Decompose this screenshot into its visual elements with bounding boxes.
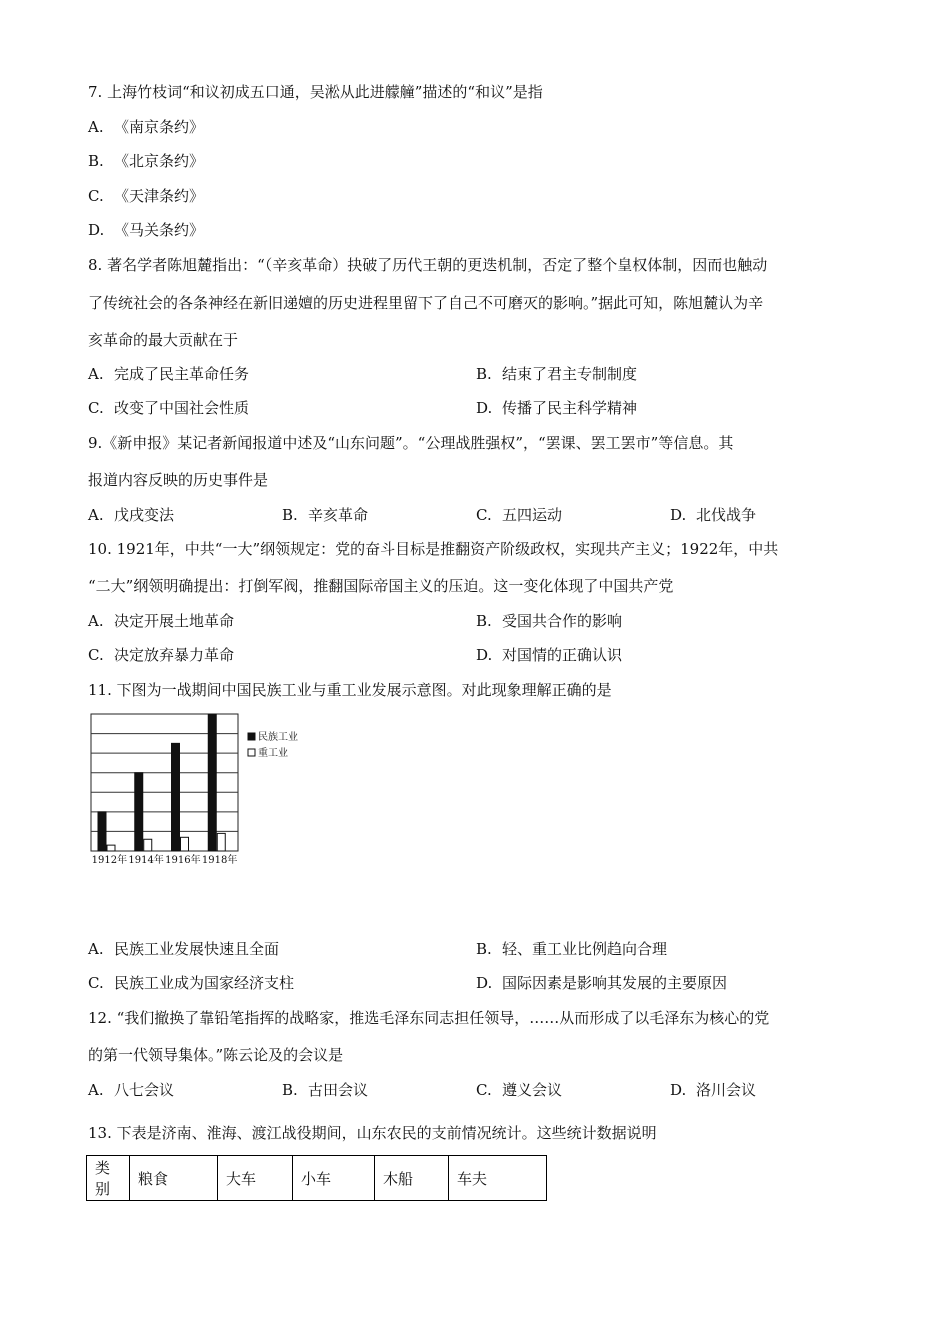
q11-chart-svg bbox=[88, 712, 318, 872]
q11-option-a[interactable]: A. 民族工业发展快速且全面 bbox=[88, 940, 280, 958]
bar-national-industry bbox=[98, 812, 106, 851]
table-header-cell: 大车 bbox=[218, 1156, 293, 1201]
q7-option-c[interactable]: C. 《天津条约》 bbox=[88, 187, 205, 205]
x-tick-label: 1912年 bbox=[91, 855, 128, 866]
q12-option-c[interactable]: C. 遵义会议 bbox=[476, 1081, 563, 1099]
bar-heavy-industry bbox=[107, 845, 115, 851]
bar-heavy-industry bbox=[144, 839, 152, 851]
q11-stem: 11. 下图为一战期间中国民族工业与重工业发展示意图。对此现象理解正确的是 bbox=[88, 681, 612, 699]
q8-option-b[interactable]: B. 结束了君主专制制度 bbox=[476, 365, 638, 383]
bar-national-industry bbox=[172, 743, 180, 851]
q10-option-d[interactable]: D. 对国情的正确认识 bbox=[476, 646, 623, 664]
q11-option-c[interactable]: C. 民族工业成为国家经济支柱 bbox=[88, 974, 295, 992]
q8-stem-line-2: 了传统社会的各条神经在新旧递嬗的历史进程里留下了自己不可磨灭的影响。”据此可知，陈旭麓认为辛 bbox=[88, 294, 764, 312]
chart-bars bbox=[98, 714, 225, 851]
q9-stem-line-2: 报道内容反映的历史事件是 bbox=[88, 471, 269, 489]
q8-stem-line-1: 8. 著名学者陈旭麓指出：“（辛亥革命）抉破了历代王朝的更迭机制，否定了整个皇权体制，因而也触动 bbox=[88, 256, 768, 274]
q8-option-a[interactable]: A. 完成了民主革命任务 bbox=[88, 365, 250, 383]
bar-national-industry bbox=[208, 714, 216, 851]
q7-stem: 7. 上海竹枝词“和议初成五口通，吴淞从此进艨艟”描述的“和议”是指 bbox=[88, 83, 543, 101]
bar-national-industry bbox=[135, 773, 143, 851]
x-tick-label: 1916年 bbox=[165, 855, 201, 866]
q10-option-c[interactable]: C. 决定放弃暴力革命 bbox=[88, 646, 235, 664]
q13-stem: 13. 下表是济南、淮海、渡江战役期间，山东农民的支前情况统计。这些统计数据说明 bbox=[88, 1124, 657, 1142]
q8-option-d[interactable]: D. 传播了民主科学精神 bbox=[476, 399, 638, 417]
table-header-cell: 车夫 bbox=[449, 1156, 547, 1201]
legend-swatch bbox=[248, 733, 255, 740]
table-header-cell: 类别 bbox=[87, 1156, 130, 1201]
q10-option-b[interactable]: B. 受国共合作的影响 bbox=[476, 612, 623, 630]
q9-option-d[interactable]: D. 北伐战争 bbox=[670, 506, 757, 524]
chart-x-ticks bbox=[92, 853, 238, 866]
q9-stem-line-1: 9.《新申报》某记者新闻报道中述及“山东问题”。“公理战胜强权”，“罢课、罢工罢市”等信息。其 bbox=[88, 434, 734, 452]
table-header-cell: 木船 bbox=[375, 1156, 449, 1201]
q12-stem-line-2: 的第一代领导集体。”陈云论及的会议是 bbox=[88, 1046, 344, 1064]
q12-stem-line-1: 12. “我们撤换了靠铅笔指挥的战略家，推选毛泽东同志担任领导，……从而形成了以毛泽东为核心的党 bbox=[88, 1009, 770, 1027]
q10-option-a[interactable]: A. 决定开展土地革命 bbox=[88, 612, 235, 630]
q9-option-c[interactable]: C. 五四运动 bbox=[476, 506, 563, 524]
x-tick-label: 1918年 bbox=[201, 855, 238, 866]
q8-stem-line-3: 亥革命的最大贡献在于 bbox=[88, 331, 239, 349]
legend-label: 重工业 bbox=[258, 748, 288, 759]
q12-option-d[interactable]: D. 洛川会议 bbox=[670, 1081, 757, 1099]
q7-option-b[interactable]: B. 《北京条约》 bbox=[88, 152, 205, 170]
q7-option-a[interactable]: A. 《南京条约》 bbox=[88, 118, 205, 136]
table-header-cell: 粮食 bbox=[130, 1156, 218, 1201]
table-row bbox=[87, 1156, 547, 1201]
bar-heavy-industry bbox=[181, 837, 189, 851]
x-tick-label: 1914年 bbox=[128, 855, 164, 866]
q11-option-d[interactable]: D. 国际因素是影响其发展的主要原因 bbox=[476, 974, 728, 992]
q11-bar-chart bbox=[88, 712, 318, 872]
q13-table bbox=[86, 1155, 547, 1201]
q10-stem-line-1: 10. 1921年，中共“一大”纲领规定：党的奋斗目标是推翻资产阶级政权，实现共产主义；1922年，中共 bbox=[88, 540, 779, 558]
q12-option-b[interactable]: B. 古田会议 bbox=[282, 1081, 369, 1099]
table-header-cell: 小车 bbox=[293, 1156, 375, 1201]
q8-option-c[interactable]: C. 改变了中国社会性质 bbox=[88, 399, 250, 417]
bar-heavy-industry bbox=[217, 833, 225, 851]
q9-option-a[interactable]: A. 戊戌变法 bbox=[88, 506, 175, 524]
q12-option-a[interactable]: A. 八七会议 bbox=[88, 1081, 175, 1099]
q7-option-d[interactable]: D. 《马关条约》 bbox=[88, 221, 205, 239]
legend-label: 民族工业 bbox=[258, 732, 298, 743]
q11-option-b[interactable]: B. 轻、重工业比例趋向合理 bbox=[476, 940, 668, 958]
q9-option-b[interactable]: B. 辛亥革命 bbox=[282, 506, 369, 524]
legend-swatch bbox=[248, 749, 255, 756]
q10-stem-line-2: “二大”纲领明确提出：打倒军阀，推翻国际帝国主义的压迫。这一变化体现了中国共产党 bbox=[88, 577, 674, 595]
chart-legend bbox=[248, 730, 298, 759]
